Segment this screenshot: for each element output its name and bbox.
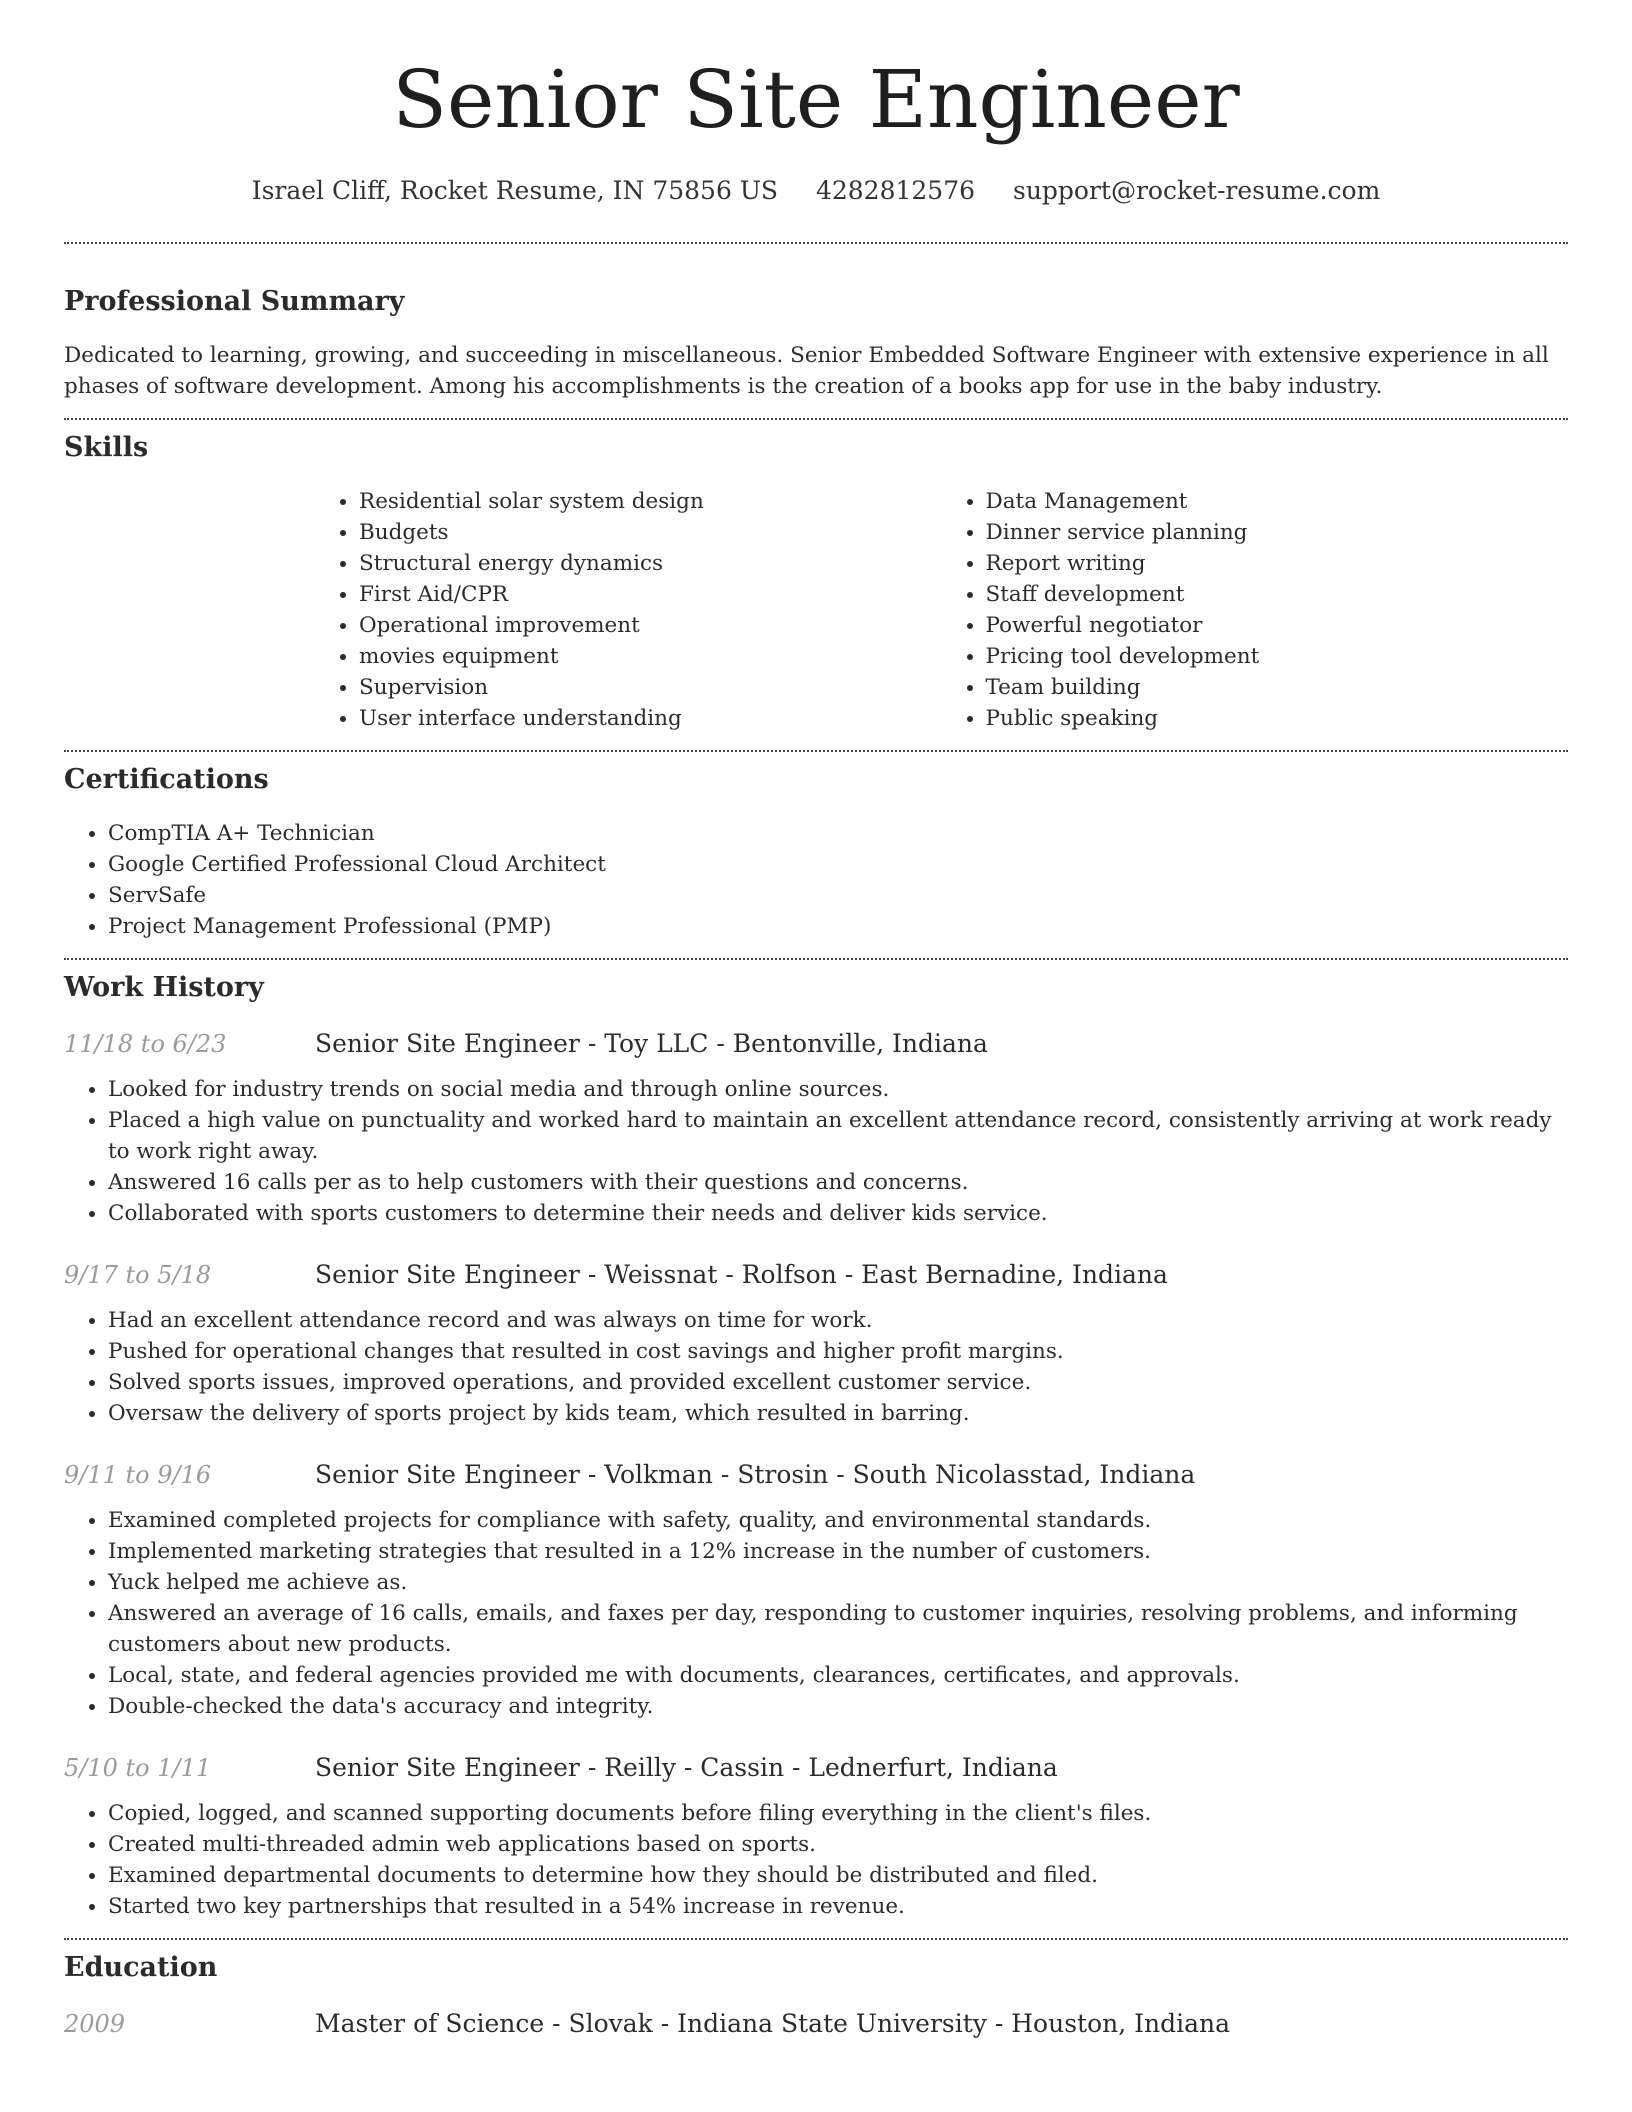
job-date: 9/11 to 9/16	[64, 1461, 212, 1489]
list-item: • Created multi-threaded admin web applications based on sports.	[108, 1829, 1568, 1860]
skills-list-right	[942, 486, 1569, 734]
list-item: • Yuck helped me achieve as.	[108, 1567, 1568, 1598]
education-container	[64, 2006, 1568, 2042]
jobs-container	[64, 1026, 1568, 1922]
list-item: • Dinner service planning	[986, 517, 1569, 548]
job-entry	[64, 1257, 1568, 1429]
skills-title: Skills	[64, 432, 149, 463]
list-item: • First Aid/CPR	[359, 579, 942, 610]
education-date: 2009	[64, 2010, 126, 2038]
summary-section	[64, 244, 1568, 402]
job-date: 5/10 to 1/11	[64, 1754, 212, 1782]
contact-address: Israel Cliff, Rocket Resume, IN 75856 US	[251, 176, 779, 205]
list-item: • Pushed for operational changes that resulted in cost savings and higher profit margins.	[108, 1336, 1568, 1367]
list-item: • Google Certified Professional Cloud Architect	[108, 849, 1568, 880]
certifications-section	[64, 752, 1568, 942]
list-item: • movies equipment	[359, 641, 942, 672]
list-item: • Oversaw the delivery of sports project by kids team, which resulted in barring.	[108, 1398, 1568, 1429]
list-item: • Budgets	[359, 517, 942, 548]
job-header	[64, 1026, 1568, 1062]
list-item: • Copied, logged, and scanned supporting documents before filing everything in the client's files.	[108, 1798, 1568, 1829]
summary-title: Professional Summary	[64, 286, 405, 317]
list-item: • Public speaking	[986, 703, 1569, 734]
work-title: Work History	[64, 972, 264, 1003]
summary-text: Dedicated to learning, growing, and succeeding in miscellaneous. Senior Embedded Software Engineer with extensive experience in all phases of software development. Among his accomplishments is the creation of a books app for use in the baby industry.	[64, 343, 1549, 399]
skills-columns	[315, 486, 1568, 734]
list-item: • Operational improvement	[359, 610, 942, 641]
resume-name: Senior Site Engineer	[392, 53, 1240, 146]
job-header	[64, 1257, 1568, 1293]
job-title: Senior Site Engineer - Volkman - Strosin - South Nicolasstad, Indiana	[315, 1460, 1196, 1489]
list-item: • Looked for industry trends on social media and through online sources.	[108, 1074, 1568, 1105]
contact-email: support@rocket-resume.com	[1012, 176, 1381, 205]
list-item: • Staff development	[986, 579, 1569, 610]
job-title: Senior Site Engineer - Toy LLC - Bentonville, Indiana	[315, 1029, 988, 1058]
list-item: • Double-checked the data's accuracy and integrity.	[108, 1691, 1568, 1722]
list-item: • ServSafe	[108, 880, 1568, 911]
job-bullets	[64, 1305, 1568, 1429]
list-item: • Examined departmental documents to determine how they should be distributed and filed.	[108, 1860, 1568, 1891]
list-item: • User interface understanding	[359, 703, 942, 734]
list-item: • Local, state, and federal agencies provided me with documents, clearances, certificates, and approvals.	[108, 1660, 1568, 1691]
list-item: • Solved sports issues, improved operations, and provided excellent customer service.	[108, 1367, 1568, 1398]
job-entry	[64, 1026, 1568, 1229]
education-section	[64, 1940, 1568, 2042]
education-title-line: Master of Science - Slovak - Indiana State University - Houston, Indiana	[315, 2009, 1231, 2038]
job-entry	[64, 1750, 1568, 1922]
skills-list-left	[315, 486, 942, 734]
contact-line	[64, 174, 1568, 208]
job-header	[64, 1457, 1568, 1493]
contact-phone: 4282812576	[815, 176, 976, 205]
list-item: • Answered 16 calls per as to help customers with their questions and concerns.	[108, 1167, 1568, 1198]
list-item: • Report writing	[986, 548, 1569, 579]
list-item: • Team building	[986, 672, 1569, 703]
list-item: • Started two key partnerships that resulted in a 54% increase in revenue.	[108, 1891, 1568, 1922]
list-item: • Structural energy dynamics	[359, 548, 942, 579]
certifications-title: Certifications	[64, 764, 269, 795]
job-title: Senior Site Engineer - Reilly - Cassin - Lednerfurt, Indiana	[315, 1753, 1058, 1782]
list-item: • Data Management	[986, 486, 1569, 517]
job-bullets	[64, 1074, 1568, 1229]
certifications-list	[64, 818, 1568, 942]
job-title: Senior Site Engineer - Weissnat - Rolfson - East Bernadine, Indiana	[315, 1260, 1168, 1289]
list-item: • Answered an average of 16 calls, emails, and faxes per day, responding to customer inquiries, resolving problems, and informing customers about new products.	[108, 1598, 1568, 1660]
job-bullets	[64, 1798, 1568, 1922]
list-item: • Residential solar system design	[359, 486, 942, 517]
job-date: 11/18 to 6/23	[64, 1030, 227, 1058]
job-bullets	[64, 1505, 1568, 1722]
list-item: • Collaborated with sports customers to determine their needs and deliver kids service.	[108, 1198, 1568, 1229]
list-item: • Had an excellent attendance record and was always on time for work.	[108, 1305, 1568, 1336]
list-item: • Examined completed projects for compliance with safety, quality, and environmental standards.	[108, 1505, 1568, 1536]
list-item: • Supervision	[359, 672, 942, 703]
skills-section	[64, 420, 1568, 734]
resume-page	[64, 0, 1568, 2042]
list-item: • Placed a high value on punctuality and worked hard to maintain an excellent attendance record, consistently arriving at work ready to work right away.	[108, 1105, 1568, 1167]
education-title: Education	[64, 1952, 218, 1983]
job-date: 9/17 to 5/18	[64, 1261, 212, 1289]
list-item: • Implemented marketing strategies that resulted in a 12% increase in the number of customers.	[108, 1536, 1568, 1567]
education-entry	[64, 2006, 1568, 2042]
list-item: • Pricing tool development	[986, 641, 1569, 672]
job-entry	[64, 1457, 1568, 1722]
work-section	[64, 960, 1568, 1922]
job-header	[64, 1750, 1568, 1786]
list-item: • CompTIA A+ Technician	[108, 818, 1568, 849]
list-item: • Project Management Professional (PMP)	[108, 911, 1568, 942]
list-item: • Powerful negotiator	[986, 610, 1569, 641]
